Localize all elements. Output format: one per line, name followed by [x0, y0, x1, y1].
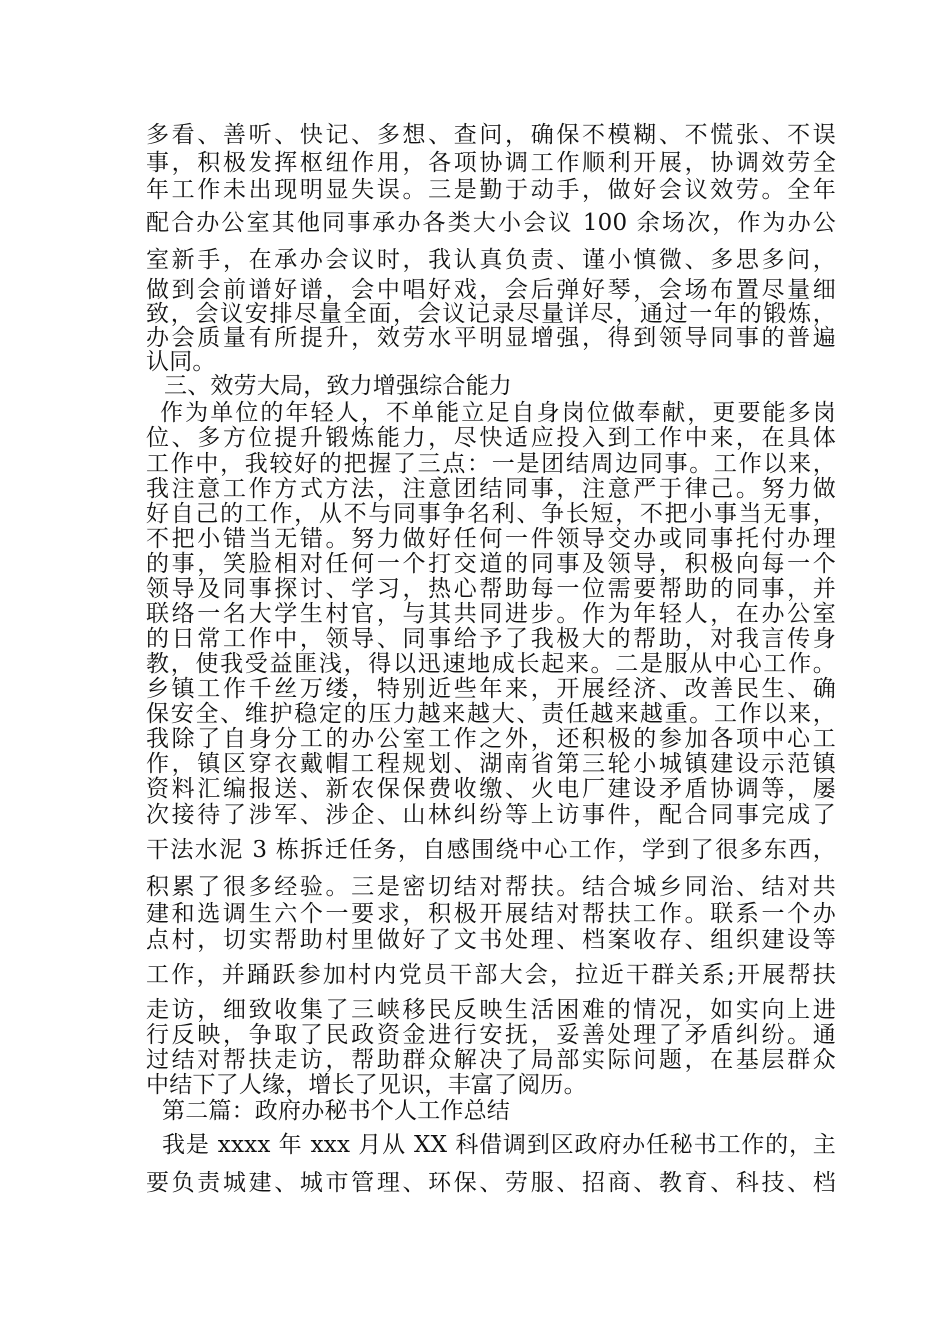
text-line: 好自己的工作，从不与同事争名利、争长短，不把小事当无事，: [146, 501, 836, 527]
text-line: 联络一名大学生村官，与其共同进步。作为年轻人，在办公室: [146, 601, 836, 627]
text-line: 我除了自身分工的办公室工作之外，还积极的参加各项中心工: [146, 726, 836, 752]
text-line: 多看、善听、快记、多想、查问，确保不模糊、不慌张、不误: [146, 122, 836, 148]
text-line: 中结下了人缘，增长了见识，丰富了阅历。: [146, 1072, 587, 1098]
text-line: 不把小错当无错。努力做好任何一件领导交办或同事托付办理: [146, 526, 836, 552]
text-line: 要负责城建、城市管理、环保、劳服、招商、教育、科技、档: [146, 1170, 836, 1196]
document-title: 第二篇：政府办秘书个人工作总结: [162, 1098, 510, 1124]
text-line: 认同。: [146, 349, 216, 375]
text-line: 教，使我受益匪浅，得以迅速地成长起来。二是服从中心工作。: [146, 651, 836, 677]
text-line: 我注意工作方式方法，注意团结同事，注意严于律己。努力做: [146, 476, 836, 502]
text-line: 做到会前谱好谱，会中唱好戏，会后弹好琴，会场布置尽量细: [146, 277, 836, 303]
text-line: 配合办公室其他同事承办各类大小会议 100 余场次，作为办公: [146, 210, 836, 236]
text-line: 工作中，我较好的把握了三点：一是团结周边同事。工作以来，: [146, 451, 836, 477]
section-heading: 三、效劳大局，致力增强综合能力: [164, 373, 512, 399]
text-line: 年工作未出现明显失误。三是勤于动手，做好会议效劳。全年: [146, 177, 836, 203]
text-line: 室新手，在承办会议时，我认真负责、谨小慎微、多思多问，: [146, 247, 836, 273]
text-line: 位、多方位提升锻炼能力，尽快适应投入到工作中来，在具体: [146, 425, 836, 451]
text-line: 领导及同事探讨、学习，热心帮助每一位需要帮助的同事，并: [146, 576, 836, 602]
text-line: 次接待了涉军、涉企、山林纠纷等上访事件，配合同事完成了: [146, 802, 836, 828]
text-line: 积累了很多经验。三是密切结对帮扶。结合城乡同治、结对共: [146, 874, 836, 900]
text-line: 行反映，争取了民政资金进行安抚，妥善处理了矛盾纠纷。通: [146, 1022, 836, 1048]
text-line: 我是 xxxx 年 xxx 月从 XX 科借调到区政府办任秘书工作的，主: [162, 1132, 836, 1158]
text-line: 办会质量有所提升，效劳水平明显增强，得到领导同事的普遍: [146, 325, 836, 351]
text-line: 作为单位的年轻人，不单能立足自身岗位做奉献，更要能多岗: [160, 400, 836, 426]
text-line: 的事，笑脸相对任何一个打交道的同事及领导，积极向每一个: [146, 551, 836, 577]
text-line: 走访，细致收集了三峡移民反映生活困难的情况，如实向上进: [146, 997, 836, 1023]
text-line: 过结对帮扶走访，帮助群众解决了局部实际问题，在基层群众: [146, 1047, 836, 1073]
text-line: 保安全、维护稳定的压力越来越大、责任越来越重。工作以来，: [146, 701, 836, 727]
text-line: 的日常工作中，领导、同事给予了我极大的帮助，对我言传身: [146, 626, 836, 652]
text-line: 乡镇工作千丝万缕，特别近些年来，开展经济、改善民生、确: [146, 676, 836, 702]
text-line: 事，积极发挥枢纽作用，各项协调工作顺利开展，协调效劳全: [146, 150, 836, 176]
text-line: 建和选调生六个一要求，积极开展结对帮扶工作。联系一个办: [146, 901, 836, 927]
text-line: 点村，切实帮助村里做好了文书处理、档案收存、组织建设等: [146, 927, 836, 953]
text-line: 作，镇区穿衣戴帽工程规划、湖南省第三轮小城镇建设示范镇: [146, 751, 836, 777]
text-line: 资料汇编报送、新农保保费收缴、火电厂建设矛盾协调等，屡: [146, 776, 836, 802]
text-line: 致，会议安排尽量全面，会议记录尽量详尽，通过一年的锻炼，: [146, 301, 836, 327]
text-line: 工作，并踊跃参加村内党员干部大会，拉近干群关系;开展帮扶: [146, 962, 836, 988]
text-line: 干法水泥 3 栋拆迁任务，自感围绕中心工作，学到了很多东西，: [146, 837, 836, 863]
